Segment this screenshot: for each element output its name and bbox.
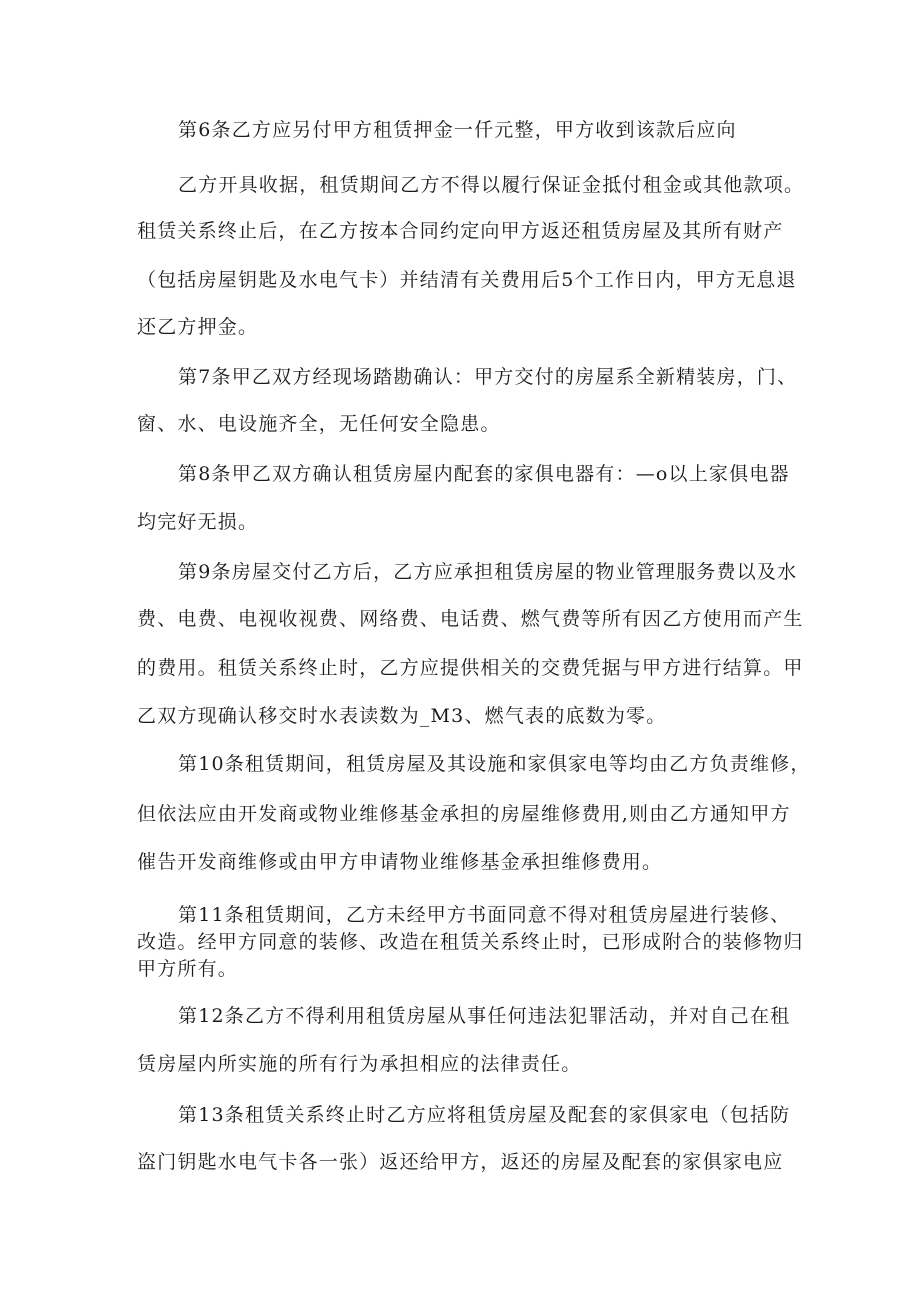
clause-11-line-3: 甲方所有。 [137,958,239,980]
clause-6-line-1: 第6条乙方应另付甲方租赁押金一仟元整，甲方收到该款后应向 [178,119,737,141]
clause-11-line-1: 第11条租赁期间，乙方未经甲方书面同意不得对租赁房屋进行装修、 [178,904,791,926]
clause-13-line-1: 第13条租赁关系终止时乙方应将租赁房屋及配套的家俱家电（包括防 [178,1104,791,1126]
clause-10-line-1: 第10条租赁期间，租赁房屋及其设施和家俱家电等均由乙方负责维修， [178,753,811,775]
clause-12-line-1: 第12条乙方不得利用租赁房屋从事任何违法犯罪活动，并对自己在租 [178,1005,791,1027]
clause-6-line-5: 还乙方押金。 [137,316,259,338]
clause-7-line-1: 第7条甲乙双方经现场踏勘确认：甲方交付的房屋系全新精装房，门、 [178,366,798,388]
clause-12-line-2: 赁房屋内所实施的所有行为承担相应的法律责任。 [137,1053,582,1075]
clause-11-line-2: 改造。经甲方同意的装修、改造在租赁关系终止时，已形成附合的装修物归 [137,931,804,953]
clause-9-line-2: 费、电费、电视收视费、网络费、电话费、燃气费等所有因乙方使用而产生 [137,608,804,630]
clause-13-line-2: 盗门钥匙水电气卡各一张）返还给甲方，返还的房屋及配套的家俱家电应 [137,1151,784,1173]
clause-6-line-2: 乙方开具收据，租赁期间乙方不得以履行保证金抵付租金或其他款项。 [178,174,805,196]
clause-8-line-2: 均完好无损。 [137,511,259,533]
clause-9-line-4: 乙双方现确认移交时水表读数为_M3、燃气表的底数为零。 [137,705,667,727]
clause-6-line-3: 租赁关系终止后，在乙方按本合同约定向甲方返还租赁房屋及其所有财产 [137,220,784,242]
clause-9-line-1: 第9条房屋交付乙方后，乙方应承担租赁房屋的物业管理服务费以及水 [178,561,798,583]
clause-8-line-1: 第8条甲乙双方确认租赁房屋内配套的家俱电器有：—o以上家俱电器 [178,463,790,485]
clause-10-line-2: 但依法应由开发商或物业维修基金承担的房屋维修费用,则由乙方通知甲方 [137,803,791,825]
clause-6-line-4: （包括房屋钥匙及水电气卡）并结清有关费用后5个工作日内，甲方无息退 [137,269,797,291]
clause-7-line-2: 窗、水、电设施齐全，无任何安全隐患。 [137,413,501,435]
clause-10-line-3: 催告开发商维修或由甲方申请物业维修基金承担维修费用。 [137,851,663,873]
clause-9-line-3: 的费用。租赁关系终止时，乙方应提供相关的交费凭据与甲方进行结算。甲 [137,657,804,679]
